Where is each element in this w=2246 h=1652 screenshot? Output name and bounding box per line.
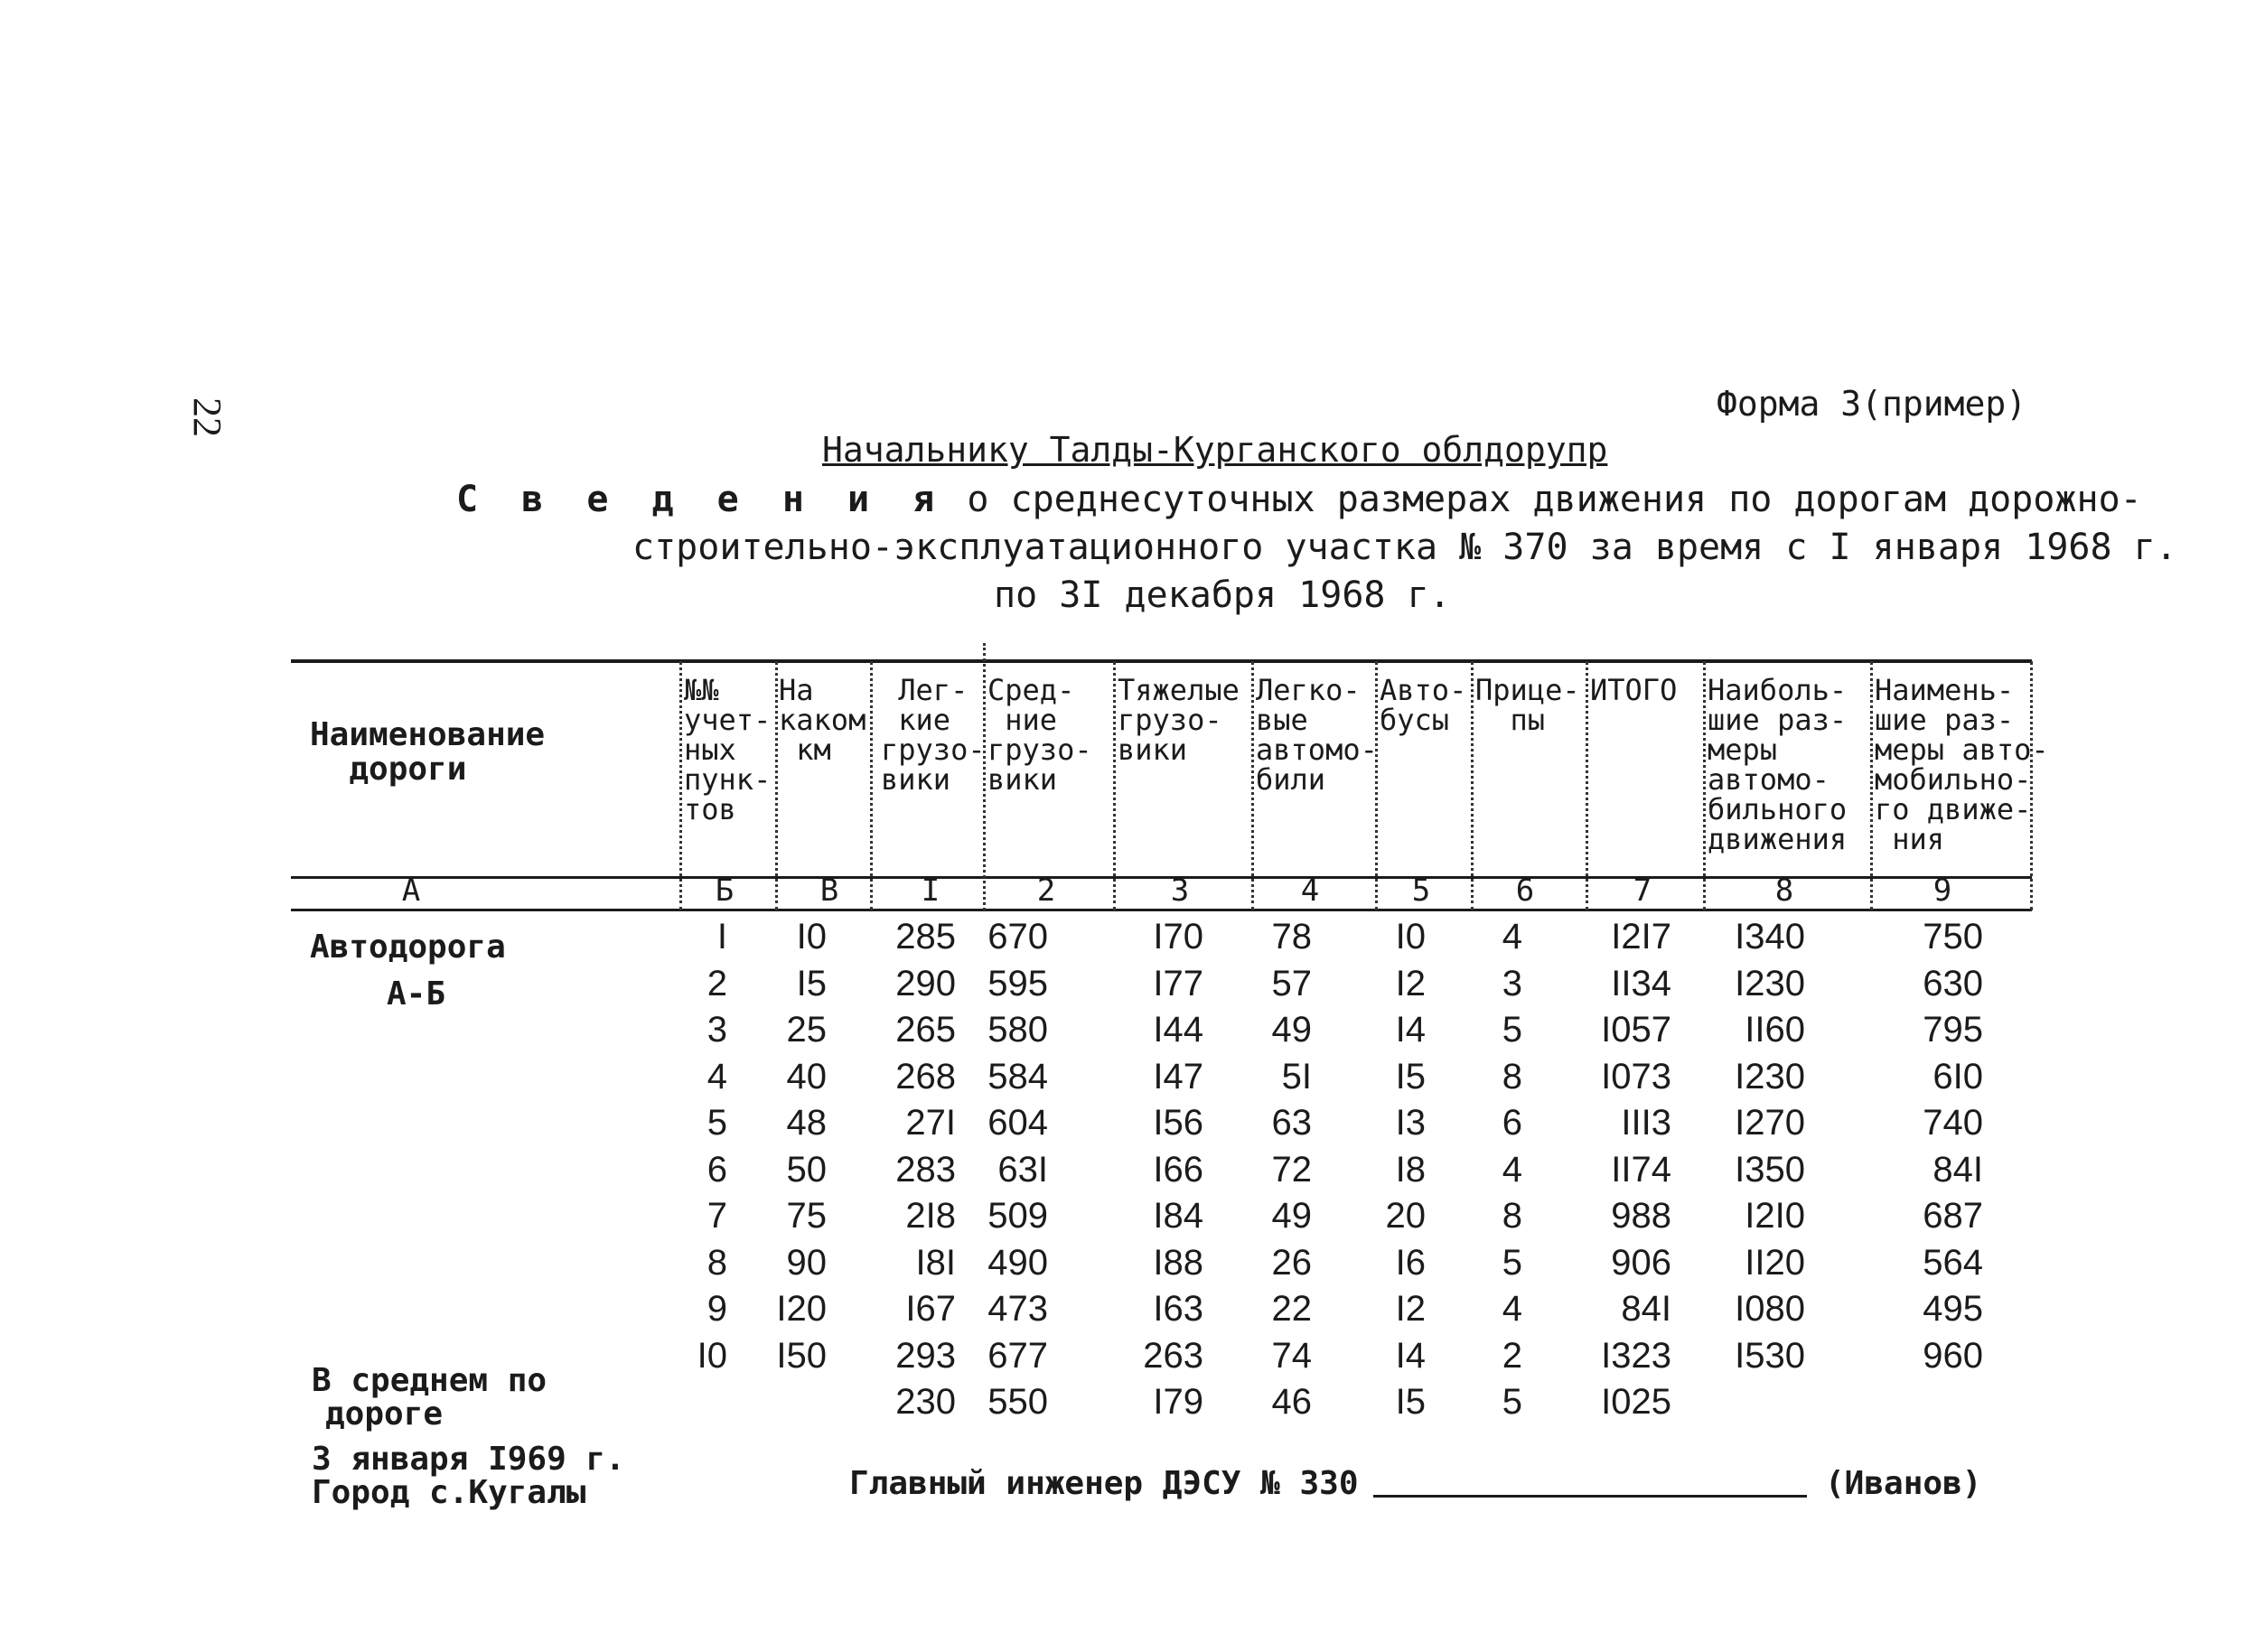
table-cell: 22 <box>1271 1289 1312 1329</box>
table-cell: I073 <box>1601 1057 1671 1097</box>
table-cell: 57 <box>1271 964 1312 1003</box>
table-cell: 50 <box>786 1150 827 1190</box>
table-cell: I025 <box>1601 1382 1671 1422</box>
table-cell: I88 <box>1153 1243 1203 1283</box>
table-cell: 580 <box>987 1010 1048 1050</box>
column-code: В <box>819 873 839 909</box>
table-cell: 8 <box>707 1243 727 1283</box>
table-cell: 5 <box>1502 1382 1522 1422</box>
table-cell: 670 <box>987 917 1048 957</box>
table-cell: 564 <box>1923 1243 1983 1283</box>
table-cell: 509 <box>987 1196 1048 1236</box>
table-cell: 495 <box>1923 1289 1983 1329</box>
table-cell: 906 <box>1611 1243 1671 1283</box>
table-cell: 3 <box>707 1010 727 1050</box>
table-cell: 584 <box>987 1057 1048 1097</box>
table-cell: 4 <box>1502 1289 1522 1329</box>
table-cell: 6I0 <box>1932 1057 1983 1097</box>
column-header: Легко- вые автомо- били <box>1256 673 1378 797</box>
table-cell: 2 <box>1502 1336 1522 1376</box>
column-divider <box>1113 661 1116 910</box>
column-code: 9 <box>1932 873 1952 909</box>
table-cell: 4 <box>707 1057 727 1097</box>
column-divider <box>1703 661 1706 910</box>
table-cell: 63 <box>1271 1103 1312 1143</box>
table-cell: II20 <box>1745 1243 1805 1283</box>
road-name-line2: А-Б <box>387 975 446 1013</box>
table-cell: 6 <box>1502 1103 1522 1143</box>
table-cell: 473 <box>987 1289 1048 1329</box>
title-line3: по 3I декабря 1968 г. <box>994 574 1451 616</box>
table-cell: 27I <box>905 1103 956 1143</box>
table-cell: I67 <box>905 1289 956 1329</box>
column-code: Б <box>715 873 735 909</box>
report-city: Город с.Кугалы <box>312 1474 586 1511</box>
form-label: Форма 3(пример) <box>1717 384 2027 424</box>
code-rule <box>291 909 2032 911</box>
table-cell: I63 <box>1153 1289 1203 1329</box>
road-name-line1: Автодорога <box>310 929 506 966</box>
table-cell: I84 <box>1153 1196 1203 1236</box>
column-header: Наиболь- шие раз- меры автомо- бильного движения <box>1708 673 1848 856</box>
table-cell: I4 <box>1395 1336 1426 1376</box>
signer-name: (Иванов) <box>1825 1465 1982 1502</box>
table-cell: 40 <box>786 1057 827 1097</box>
column-header: Сред- ние грузо- вики <box>987 673 1092 797</box>
table-cell: 687 <box>1923 1196 1983 1236</box>
signer-title: Главный инженер ДЭСУ № 330 <box>849 1465 1359 1502</box>
table-cell: 960 <box>1923 1336 1983 1376</box>
table-cell: I340 <box>1735 917 1805 957</box>
table-cell: II60 <box>1745 1010 1805 1050</box>
table-cell: I <box>716 917 727 957</box>
table-cell: I5 <box>1395 1382 1426 1422</box>
table-cell: 490 <box>987 1243 1048 1283</box>
table-cell: 550 <box>987 1382 1048 1422</box>
column-divider <box>1870 661 1873 910</box>
table-cell: 90 <box>786 1243 827 1283</box>
column-code: А <box>401 873 421 909</box>
table-cell: I350 <box>1735 1150 1805 1190</box>
column-code: 2 <box>1036 873 1056 909</box>
table-cell: I270 <box>1735 1103 1805 1143</box>
table-cell: 3 <box>1502 964 1522 1003</box>
table-cell: I0 <box>796 917 827 957</box>
table-cell: 750 <box>1923 917 1983 957</box>
table-cell: I66 <box>1153 1150 1203 1190</box>
table-cell: I2 <box>1395 964 1426 1003</box>
table-cell: I530 <box>1735 1336 1805 1376</box>
table-cell: 795 <box>1923 1010 1983 1050</box>
table-cell: I057 <box>1601 1010 1671 1050</box>
table-cell: I230 <box>1735 1057 1805 1097</box>
table-cell: 283 <box>895 1150 956 1190</box>
table-cell: I230 <box>1735 964 1805 1003</box>
table-cell: I3 <box>1395 1103 1426 1143</box>
column-code: 6 <box>1515 873 1535 909</box>
table-cell: 48 <box>786 1103 827 1143</box>
table-cell: 72 <box>1271 1150 1312 1190</box>
column-header: Авто- бусы <box>1380 673 1467 737</box>
table-cell: 285 <box>895 917 956 957</box>
table-cell: I70 <box>1153 917 1203 957</box>
table-cell: 4 <box>1502 1150 1522 1190</box>
table-cell: 5I <box>1281 1057 1312 1097</box>
table-cell: 84I <box>1621 1289 1671 1329</box>
table-cell: 8 <box>1502 1057 1522 1097</box>
table-cell: I5 <box>1395 1057 1426 1097</box>
table-cell: I5 <box>796 964 827 1003</box>
table-cell: 4 <box>1502 917 1522 957</box>
table-cell: III3 <box>1621 1103 1671 1143</box>
table-cell: 7 <box>707 1196 727 1236</box>
table-cell: 290 <box>895 964 956 1003</box>
table-cell: 604 <box>987 1103 1048 1143</box>
table-cell: 26 <box>1271 1243 1312 1283</box>
column-header: №№ учет- ных пунк- тов <box>684 673 772 826</box>
average-label-line1: В среднем по <box>312 1362 547 1399</box>
title-line1 <box>456 479 2142 520</box>
table-cell: 988 <box>1611 1196 1671 1236</box>
title-line1-text: о среднесуточных размерах движения по дорогам дорожно- <box>967 479 2142 520</box>
table-cell: 230 <box>895 1382 956 1422</box>
column-code: 4 <box>1300 873 1320 909</box>
column-header: Наимень- шие раз- меры авто- мобильно- го движе- ния <box>1875 673 2049 856</box>
table-cell: 49 <box>1271 1196 1312 1236</box>
column-header: На каком км <box>779 673 866 767</box>
table-cell: I2I0 <box>1745 1196 1805 1236</box>
table-cell: I20 <box>776 1289 827 1329</box>
table-cell: 20 <box>1385 1196 1426 1236</box>
table-cell: 8 <box>1502 1196 1522 1236</box>
table-cell: I8I <box>915 1243 956 1283</box>
average-label-line2: дороге <box>325 1395 444 1433</box>
table-cell: 78 <box>1271 917 1312 957</box>
report-date: 3 января I969 г. <box>312 1441 625 1478</box>
column-code: 3 <box>1170 873 1190 909</box>
table-cell: 5 <box>1502 1010 1522 1050</box>
column-header: Лег- кие грузо- вики <box>881 673 986 797</box>
table-cell: II74 <box>1611 1150 1671 1190</box>
column-code: 5 <box>1411 873 1431 909</box>
table-cell: I8 <box>1395 1150 1426 1190</box>
table-cell: 677 <box>987 1336 1048 1376</box>
column-header: Тяжелые грузо- вики <box>1118 673 1240 767</box>
title-label: С в е д е н и я <box>456 479 946 520</box>
table-cell: 25 <box>786 1010 827 1050</box>
table-cell: I0 <box>697 1336 727 1376</box>
table-cell: I56 <box>1153 1103 1203 1143</box>
table-cell: I4 <box>1395 1010 1426 1050</box>
table-cell: I0 <box>1395 917 1426 957</box>
table-cell: I2 <box>1395 1289 1426 1329</box>
table-cell: 84I <box>1932 1150 1983 1190</box>
table-top-rule <box>291 659 2032 663</box>
signature-line <box>1373 1495 1807 1498</box>
column-divider <box>1251 661 1254 910</box>
table-cell: 595 <box>987 964 1048 1003</box>
table-cell: 63I <box>997 1150 1048 1190</box>
table-cell: 5 <box>1502 1243 1522 1283</box>
table-cell: 75 <box>786 1196 827 1236</box>
table-cell: 74 <box>1271 1336 1312 1376</box>
table-cell: 2I8 <box>905 1196 956 1236</box>
table-cell: 49 <box>1271 1010 1312 1050</box>
column-code: 8 <box>1774 873 1794 909</box>
column-code: I <box>921 873 941 909</box>
page-number: 22 <box>185 397 229 437</box>
column-header: ИТОГО <box>1590 673 1678 707</box>
table-cell: 2 <box>707 964 727 1003</box>
table-cell: I79 <box>1153 1382 1203 1422</box>
table-cell: I47 <box>1153 1057 1203 1097</box>
table-cell: 6 <box>707 1150 727 1190</box>
title-line2: строительно-эксплуатационного участка № 370 за время с I января 1968 г. <box>632 527 2177 568</box>
table-cell: 268 <box>895 1057 956 1097</box>
table-cell: II34 <box>1611 964 1671 1003</box>
table-cell: 265 <box>895 1010 956 1050</box>
table-cell: 630 <box>1923 964 1983 1003</box>
table-cell: I323 <box>1601 1336 1671 1376</box>
addressee: Начальнику Талды-Курганского облдорупр <box>822 430 1608 470</box>
table-cell: I44 <box>1153 1010 1203 1050</box>
table-cell: 740 <box>1923 1103 1983 1143</box>
column-header: Наименование дороги <box>310 716 546 788</box>
table-cell: I77 <box>1153 964 1203 1003</box>
table-cell: 263 <box>1143 1336 1203 1376</box>
table-cell: 293 <box>895 1336 956 1376</box>
column-header: Прице- пы <box>1475 673 1580 737</box>
table-cell: I6 <box>1395 1243 1426 1283</box>
table-cell: 46 <box>1271 1382 1312 1422</box>
table-cell: I080 <box>1735 1289 1805 1329</box>
column-code: 7 <box>1633 873 1652 909</box>
table-cell: I2I7 <box>1611 917 1671 957</box>
table-cell: 9 <box>707 1289 727 1329</box>
table-cell: I50 <box>776 1336 827 1376</box>
table-cell: 5 <box>707 1103 727 1143</box>
